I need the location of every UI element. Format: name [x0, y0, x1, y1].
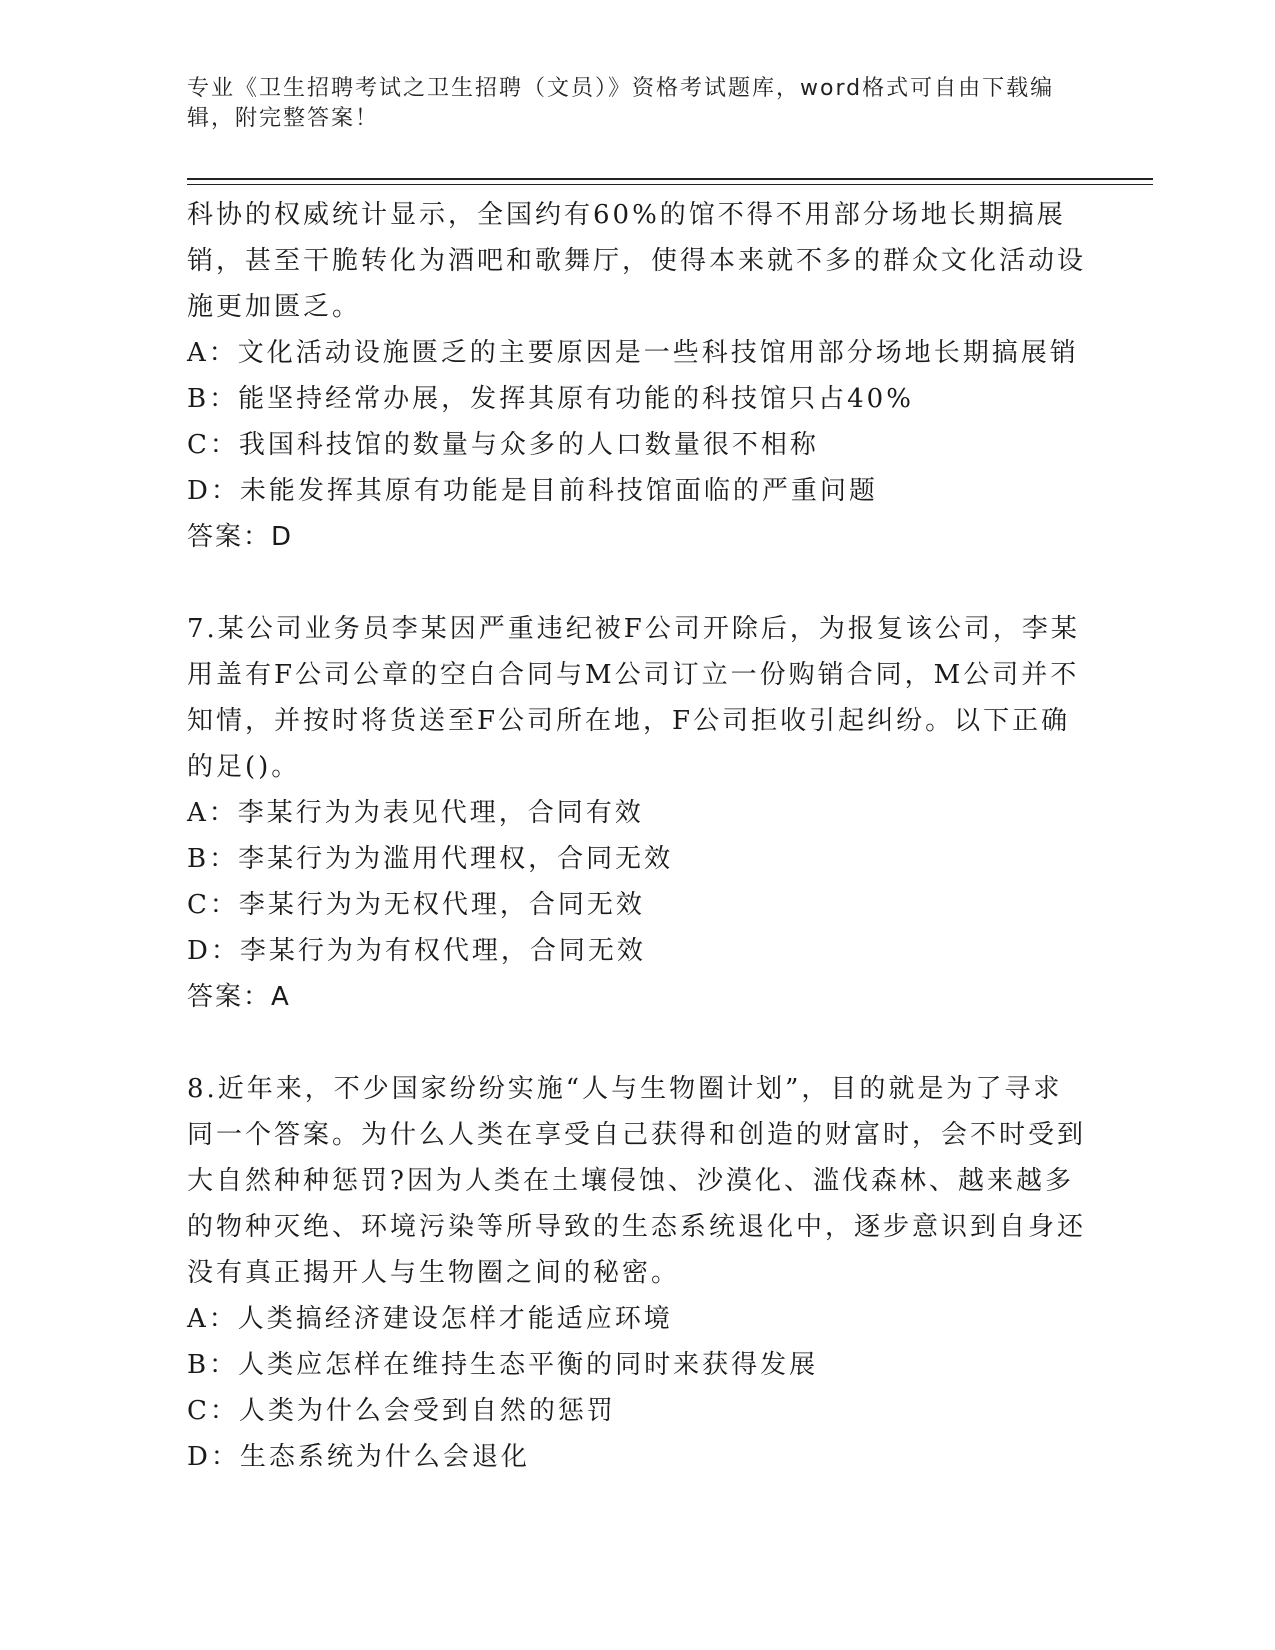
- option-c: C：李某行为为无权代理，合同无效: [187, 890, 645, 920]
- option-a: A：人类搞经济建设怎样才能适应环境: [187, 1304, 673, 1334]
- answer-line: 答案：A: [187, 982, 291, 1012]
- option-a: A：文化活动设施匮乏的主要原因是一些科技馆用部分场地长期搞展销: [187, 338, 1079, 368]
- option-d: D：李某行为为有权代理，合同无效: [187, 936, 646, 966]
- option-c: C：人类为什么会受到自然的惩罚: [187, 1396, 616, 1426]
- question-list: [187, 192, 1087, 1480]
- question-block-6: [187, 192, 1087, 560]
- option-b: B：人类应怎样在维持生态平衡的同时来获得发展: [187, 1350, 819, 1380]
- question-stem: 8.近年来，不少国家纷纷实施“人与生物圈计划”，目的就是为了寻求同一个答案。为什么人类在享受自己获得和创造的财富时，会不时受到大自然种种惩罚?因为人类在土壤侵蚀、沙漠化、滥伐森林、越来越多的物种灭绝、环境污染等所导致的生态系统退化中，逐步意识到自身还没有真正揭开人与生物圈之间的秘密。: [187, 1074, 1087, 1288]
- option-a: A：李某行为为表见代理，合同有效: [187, 798, 644, 828]
- option-d: D：生态系统为什么会退化: [187, 1442, 530, 1472]
- option-b: B：能坚持经常办展，发挥其原有功能的科技馆只占40%: [187, 384, 914, 414]
- question-stem: 7.某公司业务员李某因严重违纪被F公司开除后，为报复该公司，李某用盖有F公司公章的空白合同与M公司订立一份购销合同，M公司并不知情，并按时将货送至F公司所在地，F公司拒收引起纠纷。以下正确的足()。: [187, 614, 1080, 782]
- header-rule-thick: [187, 178, 1153, 180]
- question-block-7: [187, 606, 1087, 1020]
- question-stem: 科协的权威统计显示，全国约有60%的馆不得不用部分场地长期搞展销，甚至干脆转化为酒吧和歌舞厅，使得本来就不多的群众文化活动设施更加匮乏。: [187, 200, 1087, 322]
- question-block-8: [187, 1066, 1087, 1480]
- option-d: D：未能发挥其原有功能是目前科技馆面临的严重问题: [187, 476, 878, 506]
- answer-line: 答案：D: [187, 522, 294, 552]
- document-header: 专业《卫生招聘考试之卫生招聘（文员）》资格考试题库，word格式可自由下载编辑，附完整答案！: [187, 76, 1055, 131]
- header-rule-thin: [187, 184, 1153, 185]
- option-c: C：我国科技馆的数量与众多的人口数量很不相称: [187, 430, 819, 460]
- option-b: B：李某行为为滥用代理权，合同无效: [187, 844, 674, 874]
